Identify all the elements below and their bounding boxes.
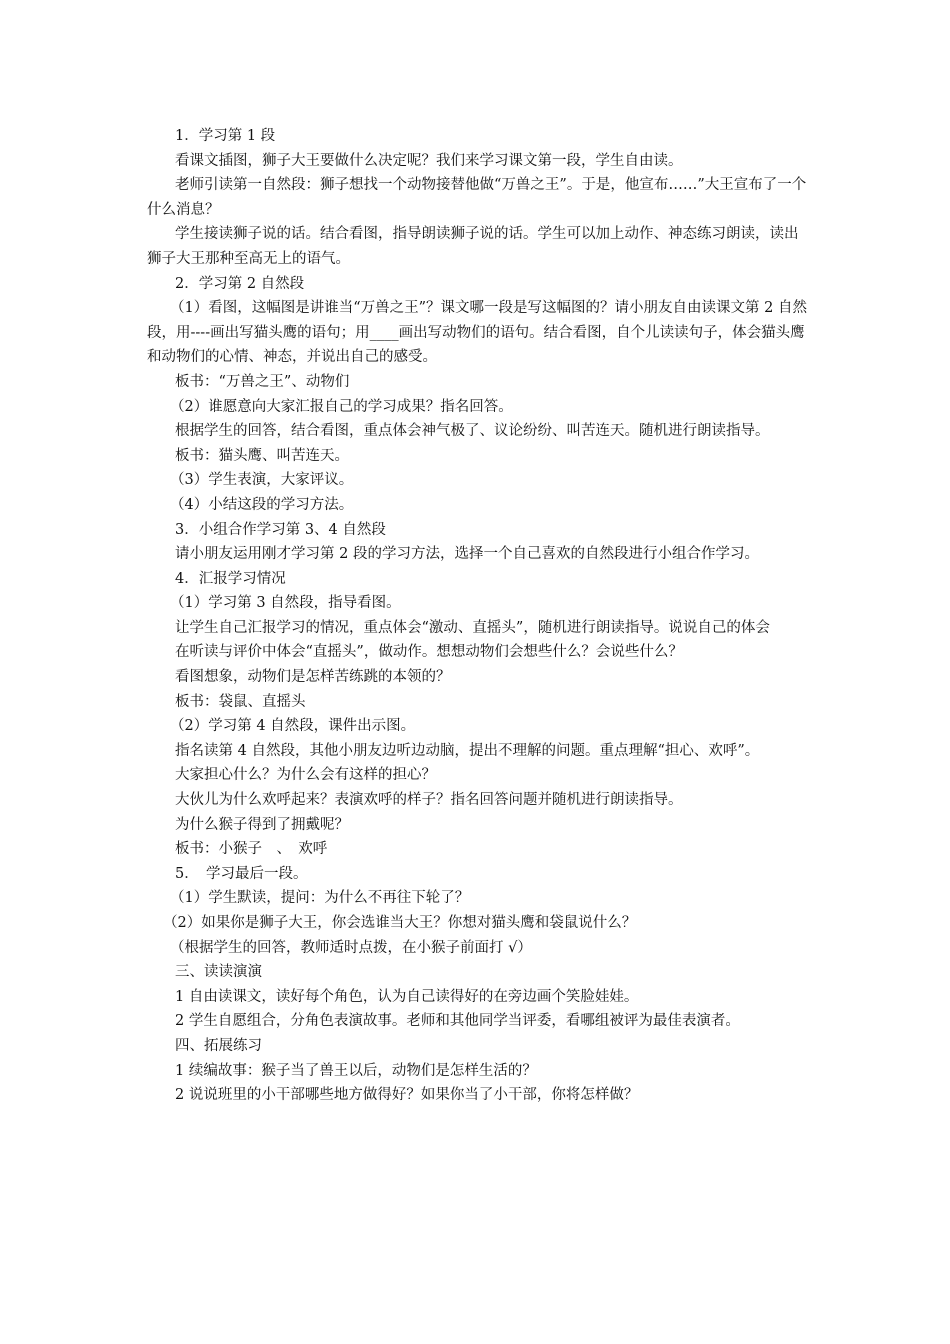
- paragraph: 板书：猫头鹰、叫苦连天。: [175, 447, 349, 464]
- paragraph: 1．学习第 1 段: [175, 128, 276, 144]
- paragraph: 2．学习第 2 自然段: [175, 275, 305, 292]
- paragraph: 1 自由读课文，读好每个角色，认为自己读得好的在旁边画个笑脸娃娃。: [175, 988, 639, 1005]
- paragraph: （2）如果你是狮子大王，你会选谁当大王？你想对猫头鹰和袋鼠说什么？: [163, 915, 637, 931]
- paragraph: （2）学习第 4 自然段，课件出示图。: [170, 718, 416, 735]
- paragraph: 让学生自己汇报学习的情况，重点体会“激动、直摇头”，随机进行朗读指导。说说自己的体会: [175, 619, 770, 636]
- paragraph: 板书：袋鼠、直摇头: [175, 693, 306, 710]
- paragraph: （1）看图，这幅图是讲谁当“万兽之王”？课文哪一段是写这幅图的？请小朋友自由读课文第 2 自然段，用----画出写猫头鹰的语句；用____画出写动物们的语句。结合看图，自个儿读读句子，体会猫头鹰和动物们的心情、神态，并说出自己的感受。: [147, 300, 807, 366]
- paragraph: 板书：小猴子 、 欢呼: [175, 841, 328, 858]
- paragraph: 1 续编故事：猴子当了兽王以后，动物们是怎样生活的？: [175, 1062, 537, 1079]
- paragraph: 老师引读第一自然段：狮子想找一个动物接替他做“万兽之王”。于是，他宣布……”大王宣布了一个什么消息？: [147, 177, 807, 218]
- paragraph: （2）谁愿意向大家汇报自己的学习成果？指名回答。: [170, 398, 513, 415]
- paragraph: 4．汇报学习情况: [175, 570, 286, 587]
- paragraph: 2 说说班里的小干部哪些地方做得好？如果你当了小干部，你将怎样做？: [175, 1087, 639, 1104]
- paragraph: 板书：“万兽之王”、动物们: [175, 373, 350, 390]
- paragraph: （1）学生默读，提问：为什么不再往下轮了？: [170, 890, 470, 907]
- paragraph: 三、读读演演: [175, 964, 262, 981]
- paragraph: 5． 学习最后一段。: [175, 865, 308, 882]
- paragraph: 请小朋友运用刚才学习第 2 段的学习方法，选择一个自己喜欢的自然段进行小组合作学习。: [175, 546, 759, 563]
- paragraph: （1）学习第 3 自然段，指导看图。: [170, 595, 401, 612]
- paragraph: 2 学生自愿组合，分角色表演故事。老师和其他同学当评委，看哪组被评为最佳表演者。: [175, 1013, 740, 1030]
- paragraph: 大家担心什么？为什么会有这样的担心？: [175, 767, 436, 784]
- paragraph: （4）小结这段的学习方法。: [170, 496, 354, 513]
- paragraph: 看图想象，动物们是怎样苦练跳的本领的？: [175, 669, 451, 686]
- paragraph: 3．小组合作学习第 3、4 自然段: [175, 521, 386, 538]
- paragraph: （根据学生的回答，教师适时点拨，在小猴子前面打 √）: [170, 939, 532, 956]
- paragraph: 学生接读狮子说的话。结合看图，指导朗读狮子说的话。学生可以加上动作、神态练习朗读，读出狮子大王那种至高无上的语气。: [147, 226, 799, 267]
- paragraph: 大伙儿为什么欢呼起来？表演欢呼的样子？指名回答问题并随机进行朗读指导。: [175, 792, 683, 809]
- paragraph: 在听读与评价中体会“直摇头”，做动作。想想动物们会想些什么？会说些什么？: [175, 644, 683, 661]
- paragraph: 四、拓展练习: [175, 1037, 262, 1054]
- paragraph: 为什么猴子得到了拥戴呢？: [175, 816, 349, 833]
- paragraph: 指名读第 4 自然段，其他小朋友边听边动脑，提出不理解的问题。重点理解“担心、欢呼”。: [175, 742, 760, 759]
- document-body: [147, 124, 812, 1108]
- paragraph: 看课文插图，狮子大王要做什么决定呢？我们来学习课文第一段，学生自由读。: [175, 152, 683, 169]
- paragraph: （3）学生表演，大家评议。: [170, 472, 354, 489]
- paragraph: 根据学生的回答，结合看图，重点体会神气极了、议论纷纷、叫苦连天。随机进行朗读指导。: [175, 423, 770, 440]
